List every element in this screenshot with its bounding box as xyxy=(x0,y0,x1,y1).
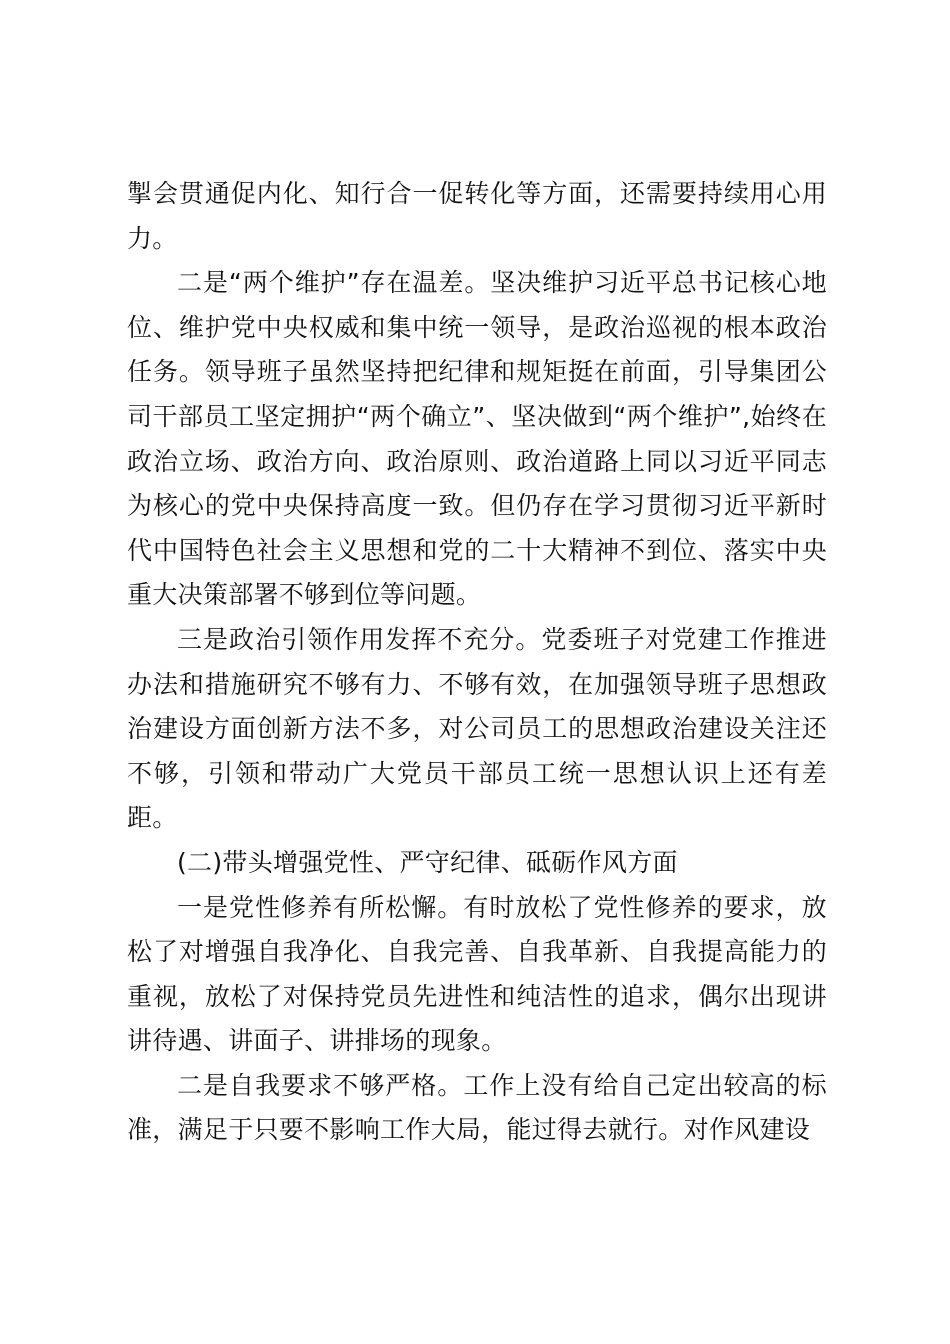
document-body xyxy=(127,172,827,1153)
paragraph-party-cultivation: 一是党性修养有所松懈。有时放松了党性修养的要求，放松了对增强自我净化、自我完善、自我革新、自我提高能力的重视，放松了对保持党员先进性和纯洁性的追求，偶尔出现讲讲待遇、讲面子、讲排场的现象。 xyxy=(127,892,827,1056)
paragraph-two-maintenance: 二是“两个维护”存在温差。坚决维护习近平总书记核心地位、维护党中央权威和集中统一领导，是政治巡视的根本政治任务。领导班子虽然坚持把纪律和规矩挺在前面，引导集团公司干部员工坚定拥护“两个确立”、坚决做到“两个维护”,始终在政治立场、政治方向、政治原则、政治道路上同以习近平同志为核心的党中央保持高度一致。但仍存在学习贯彻习近平新时代中国特色社会主义思想和党的二十大精神不到位、落实中央重大决策部署不够到位等问题。 xyxy=(127,268,827,610)
paragraph-continuation: 掣会贯通促内化、知行合一促转化等方面，还需要持续用心用力。 xyxy=(127,179,827,253)
section-heading: (二)带头增强党性、严守纪律、砥砺作风方面 xyxy=(177,847,678,877)
paragraph-self-requirement: 二是自我要求不够严格。工作上没有给自己定出较高的标准，满足于只要不影响工作大局，能过得去就行。对作风建设 xyxy=(127,1070,827,1145)
paragraph-political-leadership: 三是政治引领作用发挥不充分。党委班子对党建工作推进办法和措施研究不够有力、不够有效，在加强领导班子思想政治建设方面创新方法不多，对公司员工的思想政治建设关注还不够，引领和带动广大党员干部员工统一思想认识上还有差距。 xyxy=(127,624,827,833)
